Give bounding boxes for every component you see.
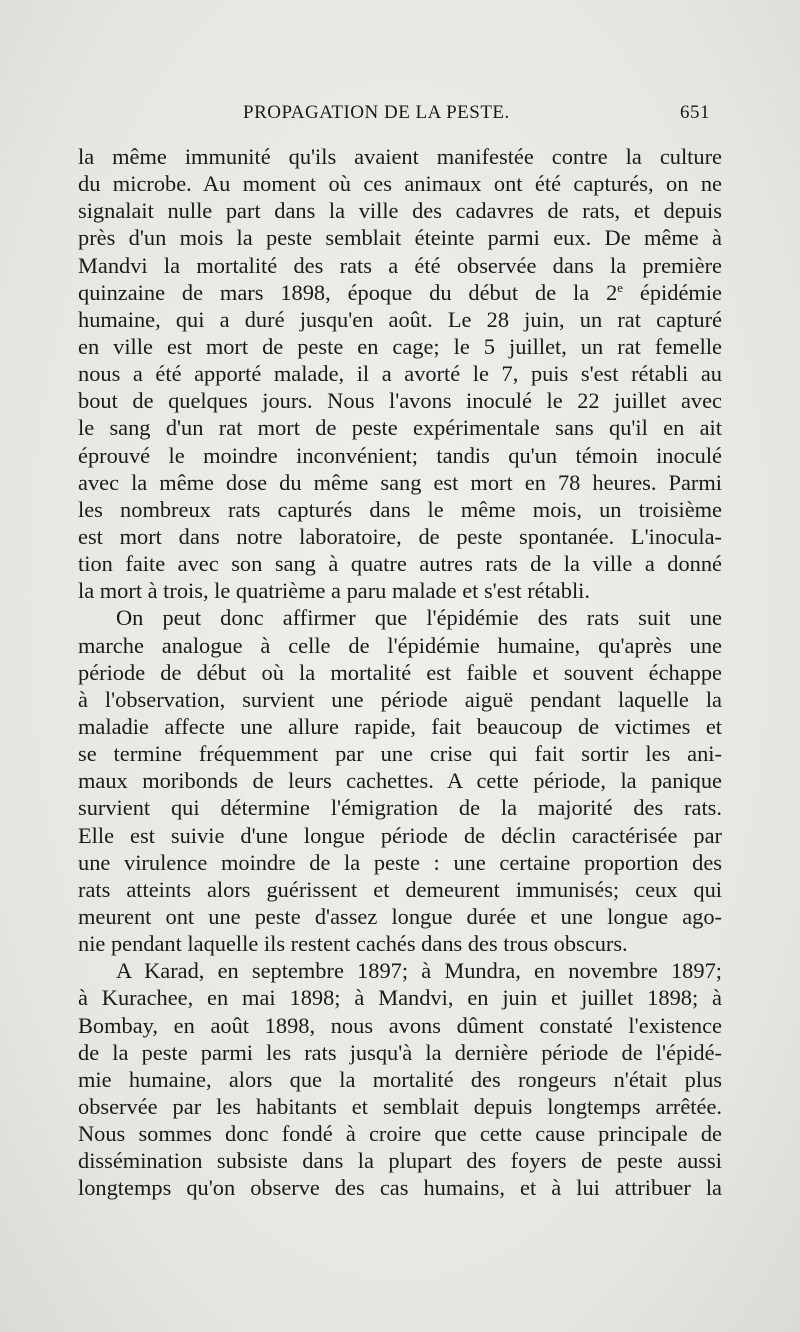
text-line: les nombreux rats capturés dans le même mois, un troisième xyxy=(78,496,722,522)
text-line: maladie affecte une allure rapide, fait beaucoup de victimes et xyxy=(78,713,722,739)
text-line: le sang d'un rat mort de peste expérimentale sans qu'il en ait xyxy=(78,415,722,441)
text-line: A Karad, en septembre 1897; à Mundra, en novembre 1897; xyxy=(116,958,722,984)
paragraph xyxy=(78,957,722,1201)
text-line: longtemps qu'on observe des cas humains, et à lui attribuer la xyxy=(78,1175,722,1201)
text-line: observée par les habitants et semblait depuis longtemps arrêtée. xyxy=(78,1093,722,1119)
text-line: bout de quelques jours. Nous l'avons inoculé le 22 juillet avec xyxy=(78,388,722,414)
text-line: du microbe. Au moment où ces animaux ont été capturés, on ne xyxy=(78,171,722,197)
text-line: une virulence moindre de la peste : une certaine proportion des xyxy=(78,849,722,875)
text-line: Mandvi la mortalité des rats a été observée dans la première xyxy=(78,252,722,278)
text-line: quinzaine de mars 1898, époque du début de la 2e épidémie xyxy=(78,279,722,305)
text-line: marche analogue à celle de l'épidémie humaine, qu'après une xyxy=(78,632,722,658)
text-line: dissémination subsiste dans la plupart des foyers de peste aussi xyxy=(78,1148,722,1174)
text-line: éprouvé le moindre inconvénient; tandis qu'un témoin inoculé xyxy=(78,442,722,468)
text-line: de la peste parmi les rats jusqu'à la dernière période de l'épidé- xyxy=(78,1039,722,1065)
text-line: humaine, qui a duré jusqu'en août. Le 28 juin, un rat capturé xyxy=(78,306,722,332)
text-line: rats atteints alors guérissent et demeurent immunisés; ceux qui xyxy=(78,876,722,902)
text-line: mie humaine, alors que la mortalité des rongeurs n'était plus xyxy=(78,1066,722,1092)
text-line: nie pendant laquelle ils restent cachés dans des trous obscurs. xyxy=(78,931,628,957)
text-line: nous a été apporté malade, il a avorté le 7, puis s'est rétabli au xyxy=(78,361,722,387)
text-line: On peut donc affirmer que l'épidémie des rats suit une xyxy=(116,605,722,631)
text-line: près d'un mois la peste semblait éteinte parmi eux. De même à xyxy=(78,225,722,251)
text-line: est mort dans notre laboratoire, de peste spontanée. L'inocula- xyxy=(78,523,722,549)
text-line: se termine fréquemment par une crise qui fait sortir les ani- xyxy=(78,741,722,767)
running-title: PROPAGATION DE LA PESTE. xyxy=(243,102,510,123)
text-line: en ville est mort de peste en cage; le 5 juillet, un rat femelle xyxy=(78,333,722,359)
text-line: tion faite avec son sang à quatre autres rats de la ville a donné xyxy=(78,551,722,577)
body-text xyxy=(78,143,722,1201)
text-line: la mort à trois, le quatrième a paru malade et s'est rétabli. xyxy=(78,578,590,604)
paragraph xyxy=(78,604,722,957)
paragraph xyxy=(78,143,722,604)
text-line: maux moribonds de leurs cachettes. A cette période, la panique xyxy=(78,768,722,794)
text-line: la même immunité qu'ils avaient manifestée contre la culture xyxy=(78,144,722,169)
text-line: période de début où la mortalité est faible et souvent échappe xyxy=(78,659,722,685)
text-line: à l'observation, survient une période aiguë pendant laquelle la xyxy=(78,686,722,712)
text-line: avec la même dose du même sang est mort en 78 heures. Parmi xyxy=(78,469,722,495)
text-line: Elle est suivie d'une longue période de déclin caractérisée par xyxy=(78,822,722,848)
text-line: signalait nulle part dans la ville des cadavres de rats, et depuis xyxy=(78,198,722,224)
text-line: à Kurachee, en mai 1898; à Mandvi, en juin et juillet 1898; à xyxy=(78,985,722,1011)
text-line: survient qui détermine l'émigration de la majorité des rats. xyxy=(78,795,722,821)
text-line: Bombay, en août 1898, nous avons dûment constaté l'existence xyxy=(78,1012,722,1038)
text-line: meurent ont une peste d'assez longue durée et une longue ago- xyxy=(78,903,722,929)
page-number: 651 xyxy=(680,102,710,123)
page-header xyxy=(78,100,710,130)
text-line: Nous sommes donc fondé à croire que cette cause principale de xyxy=(78,1121,722,1147)
